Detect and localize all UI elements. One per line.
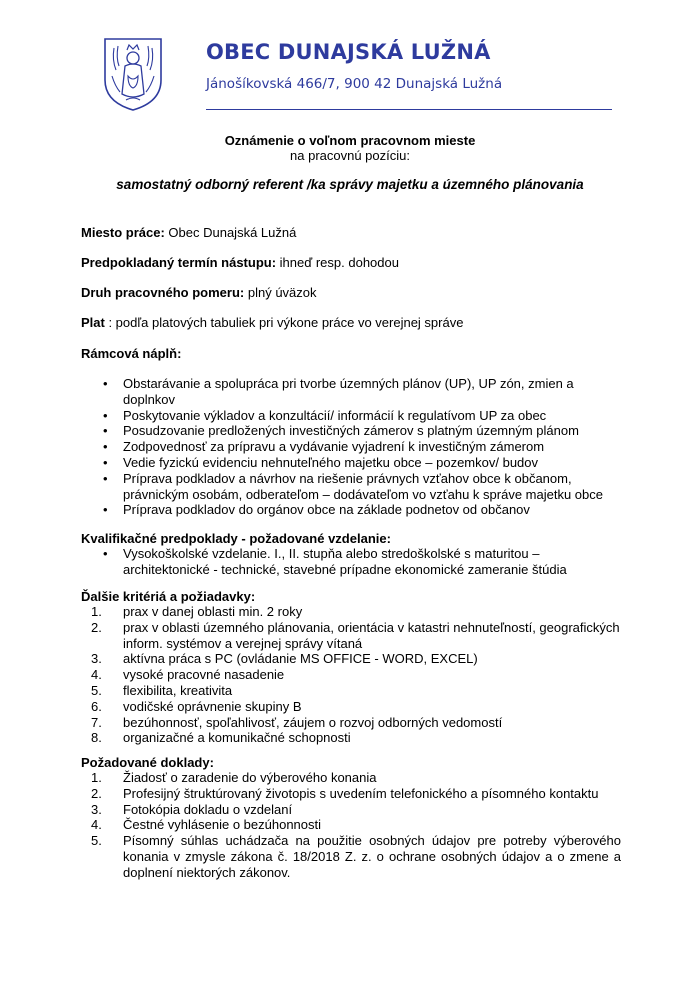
list-item: 5. flexibilita, kreativita bbox=[91, 682, 233, 698]
bullet-icon: • bbox=[103, 546, 108, 561]
list-item: • Posudzovanie predložených investičných zámerov s platným územným plánom bbox=[103, 423, 579, 439]
duties-list bbox=[81, 376, 621, 518]
criteria-list bbox=[81, 604, 621, 746]
field-label: Druh pracovného pomeru: bbox=[81, 285, 245, 300]
field-salary bbox=[81, 315, 463, 330]
position-title: samostatný odborný referent /ka správy majetku a územného plánovania bbox=[116, 177, 584, 192]
list-item: 1. prax v danej oblasti min. 2 roky bbox=[91, 604, 303, 619]
list-item: • Príprava podkladov a návrhov na riešenie právnych vzťahov obce k občanom, právnickým osobám, odberateľom – dodávateľom vo vzťahu k správe majetku obce bbox=[103, 470, 603, 502]
list-item: 5. Písomný súhlas uchádzača na použitie osobných údajov pre potreby výberového konania v zmysle zákona č. 18/2018 Z. z. o ochrane osobných údajov a o zmene a doplnení niektorých zákonov. bbox=[91, 833, 621, 880]
list-item: 4. Čestné vyhlásenie o bezúhonnosti bbox=[91, 817, 322, 833]
list-item: • Obstarávanie a spolupráca pri tvorbe územných plánov (UP), UP zón, zmien a doplnkov bbox=[103, 376, 574, 407]
bullet-icon: • bbox=[103, 423, 108, 439]
bullet-icon: • bbox=[103, 470, 108, 486]
field-start-date bbox=[81, 255, 399, 270]
field-value: plný úväzok bbox=[244, 285, 317, 300]
field-label: Plat bbox=[81, 315, 105, 330]
field-employment-type bbox=[81, 285, 317, 300]
list-item: • Vysokoškolské vzdelanie. I., II. stupňa alebo stredoškolské s maturitou – architektonické - technické, stavebné prípadne ekonomické zameranie štúdia bbox=[103, 546, 567, 577]
header-divider bbox=[206, 109, 612, 110]
qualification-heading: Kvalifikačné predpoklady - požadované vzdelanie: bbox=[81, 531, 391, 546]
notice-subtitle: na pracovnú pozíciu: bbox=[290, 148, 410, 163]
list-item: 2. prax v oblasti územného plánovania, orientácia v katastri nehnuteľností, geografických inform. systémov a verejnej správy vítaná bbox=[91, 619, 620, 651]
field-value: Obec Dunajská Lužná bbox=[164, 225, 297, 240]
list-item: 8. organizačné a komunikačné schopnosti bbox=[91, 730, 351, 746]
bullet-icon: • bbox=[103, 439, 108, 455]
list-item: 4. vysoké pracovné nasadenie bbox=[91, 667, 285, 683]
field-value: : podľa platových tabuliek pri výkone práce vo verejnej správe bbox=[104, 315, 464, 330]
list-item: • Poskytovanie výkladov a konzultácií/ informácií k regulatívom UP za obec bbox=[103, 407, 547, 423]
bullet-icon: • bbox=[103, 407, 108, 423]
criteria-heading: Ďalšie kritériá a požiadavky: bbox=[81, 589, 256, 604]
list-item: • Zodpovednosť za prípravu a vydávanie vyjadrení k investičným zámerom bbox=[103, 439, 545, 455]
qualification-list bbox=[81, 546, 621, 578]
list-item: 1. Žiadosť o zaradenie do výberového konania bbox=[91, 770, 377, 785]
bullet-icon: • bbox=[103, 454, 108, 470]
list-item: • Príprava podkladov do orgánov obce na základe podnetov od občanov bbox=[103, 502, 530, 518]
documents-heading: Požadované doklady: bbox=[81, 755, 214, 770]
coat-of-arms-icon bbox=[102, 36, 164, 112]
list-item: 6. vodičské oprávnenie skupiny B bbox=[91, 698, 302, 714]
bullet-icon: • bbox=[103, 502, 108, 518]
organization-address: Jánošíkovská 466/7, 900 42 Dunajská Lužná bbox=[206, 76, 503, 92]
list-item: 3. Fotokópia dokladu o vzdelaní bbox=[91, 801, 293, 817]
bullet-icon: • bbox=[103, 376, 108, 391]
list-item: • Vedie fyzickú evidenciu nehnuteľného majetku obce – pozemkov/ budov bbox=[103, 454, 539, 470]
list-item: 2. Profesijný štruktúrovaný životopis s uvedením telefonického a písomného kontaktu bbox=[91, 785, 599, 801]
list-item: 3. aktívna práca s PC (ovládanie MS OFFICE - WORD, EXCEL) bbox=[91, 651, 478, 667]
field-workplace bbox=[81, 225, 296, 240]
field-label: Predpokladaný termín nástupu: bbox=[81, 255, 277, 270]
notice-title: Oznámenie o voľnom pracovnom mieste bbox=[224, 133, 476, 148]
field-value: ihneď resp. dohodou bbox=[276, 255, 399, 270]
list-item: 7. bezúhonnosť, spoľahlivosť, záujem o rozvoj odborných vedomostí bbox=[91, 714, 503, 730]
documents-list bbox=[81, 770, 621, 881]
organization-name: OBEC DUNAJSKÁ LUŽNÁ bbox=[206, 40, 491, 64]
field-label: Miesto práce: bbox=[81, 225, 165, 240]
duties-heading: Rámcová náplň: bbox=[81, 346, 182, 361]
